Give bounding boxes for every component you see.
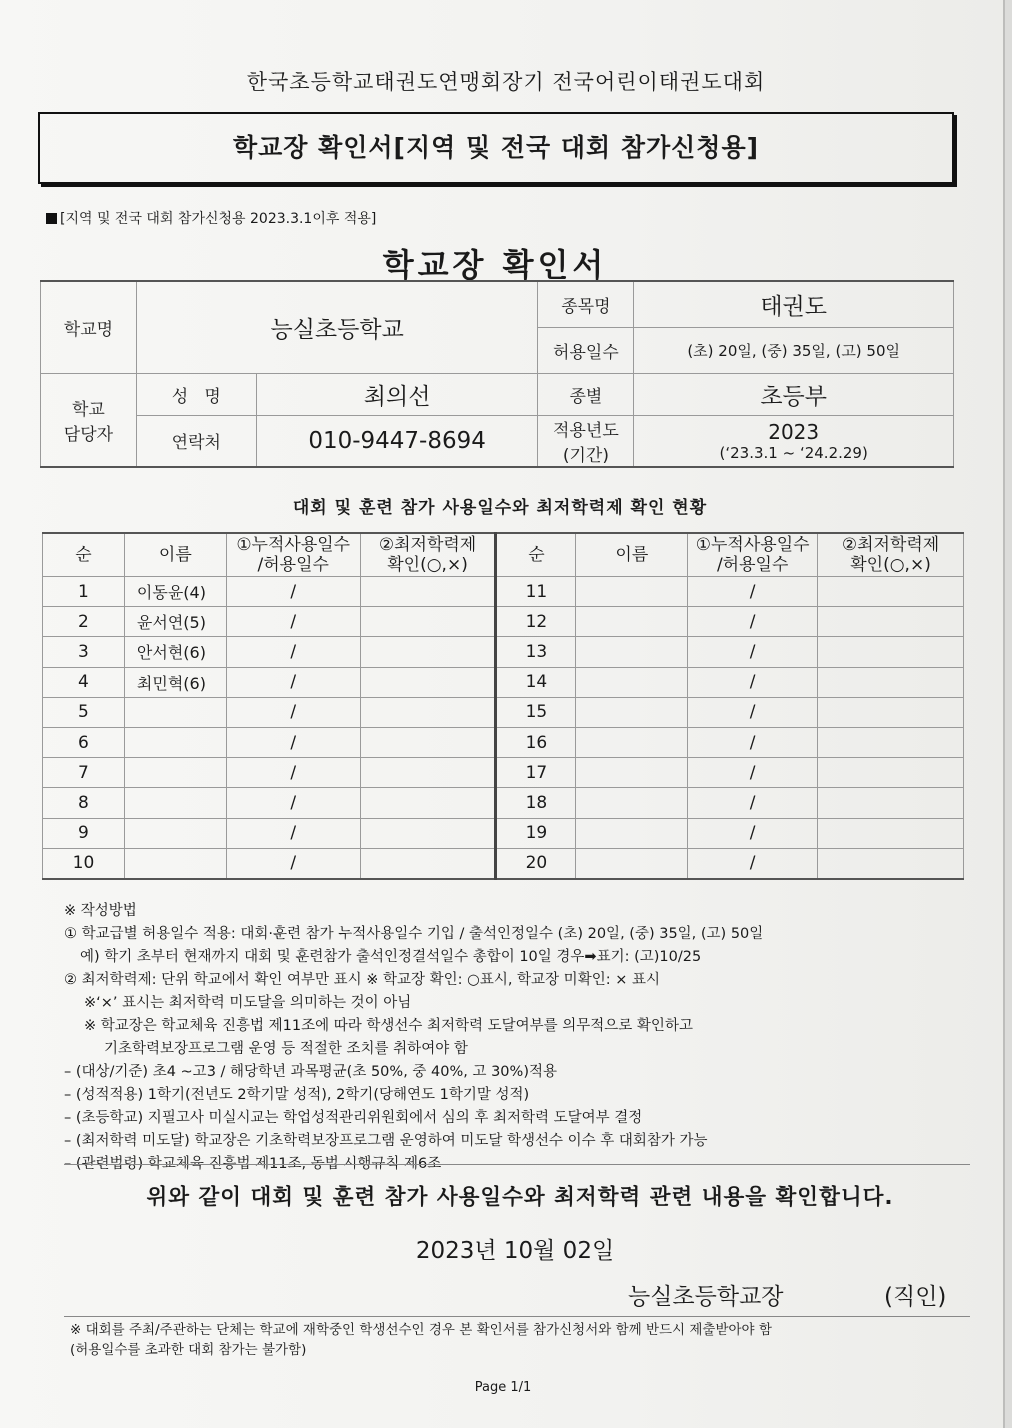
table-row (43, 848, 964, 879)
participant-name (576, 727, 688, 757)
academic-check-cell (360, 788, 496, 818)
participant-name (124, 697, 226, 727)
row-number: 3 (43, 637, 125, 667)
table-row (43, 727, 964, 757)
days-used-cell: / (688, 818, 818, 848)
year-label-2: (기간) (562, 445, 609, 466)
contact-label: 연락처 (136, 415, 256, 467)
academic-check-cell (818, 758, 964, 788)
participant-name (576, 637, 688, 667)
academic-check-cell (818, 577, 964, 607)
instruction-line: – (성적적용) 1학기(전년도 2학기말 성적), 2학기(당해연도 1학기말 성적) (64, 1087, 530, 1103)
academic-check-cell (360, 607, 496, 637)
name-value: 최의선 (256, 373, 538, 415)
manager-label-1: 학교 (72, 399, 105, 420)
row-number: 19 (496, 818, 576, 848)
year-value (634, 415, 954, 467)
academic-check-cell (360, 697, 496, 727)
row-number: 20 (496, 848, 576, 879)
instruction-line: – (관련법령) 학교체육 진흥법 제11조, 동법 시행규칙 제6조 (64, 1156, 442, 1172)
col-days-line1: ①누적사용일수 (236, 535, 351, 555)
page-number: Page 1/1 (474, 1380, 532, 1395)
days-used-cell: / (688, 697, 818, 727)
info-table (40, 280, 954, 468)
row-number: 13 (496, 637, 576, 667)
instruction-line: ※‘×’ 표시는 최저학력 미도달을 의미하는 것이 아님 (84, 995, 412, 1011)
period-value: (‘23.3.1 ~ ‘24.2.29) (719, 443, 868, 462)
days-used-cell: / (688, 607, 818, 637)
academic-check-cell (360, 637, 496, 667)
participant-rows (43, 577, 964, 879)
instruction-line: 예) 학기 초부터 현재까지 대회 및 훈련참가 출석인정결석일수 총합이 10일 경우➡표기: (고)10/25 (80, 949, 702, 965)
row-number: 11 (496, 577, 576, 607)
year-value-text: 2023 (768, 419, 820, 444)
academic-check-cell (818, 607, 964, 637)
col-days-right-line2: /허용일수 (716, 555, 789, 575)
table-row (43, 577, 964, 607)
days-used-cell: / (226, 637, 360, 667)
table-row (43, 697, 964, 727)
allowed-days-label: 허용일수 (538, 327, 634, 373)
table-row (43, 607, 964, 637)
table-row (43, 667, 964, 697)
participant-name: 이동윤(4) (124, 577, 226, 607)
instruction-line: – (최저학력 미도달) 학교장은 기초학력보장프로그램 운영하여 미도달 학생선수 이수 후 대회참가 가능 (64, 1133, 708, 1149)
table-row (43, 818, 964, 848)
col-check-right (818, 533, 964, 577)
row-number: 4 (43, 667, 125, 697)
instruction-line: ※ 학교장은 학교체육 진흥법 제11조에 따라 학생선수 최저학력 도달여부를 의무적으로 확인하고 (84, 1018, 693, 1034)
instruction-line: ② 최저학력제: 단위 학교에서 확인 여부만 표시 ※ 학교장 확인: ○표시, 학교장 미확인: × 표시 (64, 972, 660, 988)
row-number: 12 (496, 607, 576, 637)
confirmation-date: 2023년 10월 02일 (415, 1238, 615, 1264)
academic-check-cell (360, 758, 496, 788)
main-title: 학교장 확인서 (382, 246, 608, 284)
academic-check-cell (360, 818, 496, 848)
footer-note-line1: ※ 대회를 주최/주관하는 단체는 학교에 재학중인 학생선수인 경우 본 확인서를 참가신청서와 함께 반드시 제출받아야 함 (70, 1322, 772, 1338)
participant-name (576, 697, 688, 727)
manager-label (41, 373, 137, 467)
participant-name (576, 577, 688, 607)
col-check-right-line2: 확인(○,×) (850, 555, 931, 575)
participant-name (576, 607, 688, 637)
days-used-cell: / (688, 727, 818, 757)
academic-check-cell (818, 637, 964, 667)
col-days-right-line1: ①누적사용일수 (695, 535, 810, 555)
principal-signature: 능실초등학교장 (628, 1284, 784, 1310)
academic-check-cell (818, 667, 964, 697)
form-title: 학교장 확인서[지역 및 전국 대회 참가신청용] (232, 133, 760, 162)
row-number: 2 (43, 607, 125, 637)
square-bullet-icon (46, 213, 57, 224)
row-number: 8 (43, 788, 125, 818)
form-title-box (38, 112, 954, 184)
days-used-cell: / (688, 848, 818, 879)
days-used-cell: / (688, 577, 818, 607)
page-edge (1003, 0, 1012, 1428)
row-number: 17 (496, 758, 576, 788)
table-row (43, 788, 964, 818)
allowed-days-value: (초) 20일, (중) 35일, (고) 50일 (634, 327, 954, 373)
days-used-cell: / (226, 758, 360, 788)
col-name-right: 이름 (576, 533, 688, 577)
manager-label-2: 담당자 (63, 424, 114, 445)
row-number: 15 (496, 697, 576, 727)
academic-check-cell (818, 788, 964, 818)
contact-value: 010-9447-8694 (256, 415, 538, 467)
col-no: 순 (43, 533, 125, 577)
academic-check-cell (360, 667, 496, 697)
footer-note-line2: (허용일수를 초과한 대회 참가는 불가함) (70, 1342, 307, 1358)
category-value: 초등부 (634, 373, 954, 415)
col-check-line2: 확인(○,×) (387, 555, 468, 575)
application-note (46, 208, 376, 228)
official-seal: (직인) (884, 1284, 947, 1310)
academic-check-cell (818, 697, 964, 727)
instruction-line: 기초학력보장프로그램 운영 등 적절한 조치를 취하여야 함 (104, 1041, 468, 1057)
application-note-text: [지역 및 전국 대회 참가신청용 2023.3.1이후 적용] (60, 211, 377, 227)
days-used-cell: / (688, 637, 818, 667)
divider (64, 1164, 970, 1165)
academic-check-cell (360, 848, 496, 879)
row-number: 10 (43, 848, 125, 879)
col-name: 이름 (124, 533, 226, 577)
participant-name (576, 818, 688, 848)
footer-note (70, 1320, 772, 1360)
days-used-cell: / (226, 697, 360, 727)
row-number: 5 (43, 697, 125, 727)
school-label: 학교명 (41, 281, 137, 373)
row-number: 7 (43, 758, 125, 788)
row-number: 9 (43, 818, 125, 848)
days-used-cell: / (226, 818, 360, 848)
days-used-cell: / (226, 607, 360, 637)
participant-name: 안서현(6) (124, 637, 226, 667)
table-row (43, 637, 964, 667)
participant-name (124, 818, 226, 848)
days-used-cell: / (688, 667, 818, 697)
col-days-right (688, 533, 818, 577)
academic-check-cell (360, 727, 496, 757)
academic-check-cell (818, 727, 964, 757)
event-label: 종목명 (538, 281, 634, 327)
participant-table (42, 532, 964, 880)
col-check (360, 533, 496, 577)
row-number: 18 (496, 788, 576, 818)
participant-name (576, 788, 688, 818)
name-label: 성 명 (136, 373, 256, 415)
category-label: 종별 (538, 373, 634, 415)
days-used-cell: / (688, 758, 818, 788)
event-value: 태권도 (634, 281, 954, 327)
row-number: 1 (43, 577, 125, 607)
competition-title: 한국초등학교태권도연맹회장기 전국어린이태권도대회 (246, 70, 766, 94)
days-used-cell: / (226, 848, 360, 879)
days-used-cell: / (688, 788, 818, 818)
year-label-1: 적용년도 (553, 420, 619, 441)
participant-name (576, 758, 688, 788)
col-check-right-line1: ②최저학력제 (841, 535, 940, 555)
participant-name: 최민혁(6) (124, 667, 226, 697)
days-used-cell: / (226, 727, 360, 757)
instruction-line: ① 학교급별 허용일수 적용: 대회·훈련 참가 누적사용일수 기입 / 출석인정일수 (초) 20일, (중) 35일, (고) 50일 (64, 926, 764, 942)
participant-name (124, 727, 226, 757)
instructions (64, 900, 763, 1176)
row-number: 16 (496, 727, 576, 757)
academic-check-cell (818, 848, 964, 879)
year-label (538, 415, 634, 467)
participant-name (124, 848, 226, 879)
instruction-line: – (초등학교) 지필고사 미실시교는 학업성적관리위원회에서 심의 후 최저학력 도달여부 결정 (64, 1110, 643, 1126)
days-used-cell: / (226, 667, 360, 697)
instructions-heading: ※ 작성방법 (64, 903, 137, 919)
divider (64, 1316, 970, 1317)
col-no-right: 순 (496, 533, 576, 577)
row-number: 14 (496, 667, 576, 697)
row-number: 6 (43, 727, 125, 757)
days-used-cell: / (226, 788, 360, 818)
participant-name (124, 758, 226, 788)
status-table-title: 대회 및 훈련 참가 사용일수와 최저학력제 확인 현황 (292, 498, 708, 518)
participant-name (576, 667, 688, 697)
participant-name (124, 788, 226, 818)
confirmation-statement: 위와 같이 대회 및 훈련 참가 사용일수와 최저학력 관련 내용을 확인합니다. (146, 1185, 894, 1210)
school-value: 능실초등학교 (136, 281, 538, 373)
col-check-line1: ②최저학력제 (378, 535, 477, 555)
academic-check-cell (818, 818, 964, 848)
participant-name (576, 848, 688, 879)
col-days-line2: /허용일수 (257, 555, 329, 575)
academic-check-cell (360, 577, 496, 607)
participant-name: 윤서연(5) (124, 607, 226, 637)
col-days (226, 533, 360, 577)
days-used-cell: / (226, 577, 360, 607)
table-row (43, 758, 964, 788)
instruction-line: – (대상/기준) 초4 ~고3 / 해당학년 과목평균(초 50%, 중 40%, 고 30%)적용 (64, 1064, 557, 1080)
